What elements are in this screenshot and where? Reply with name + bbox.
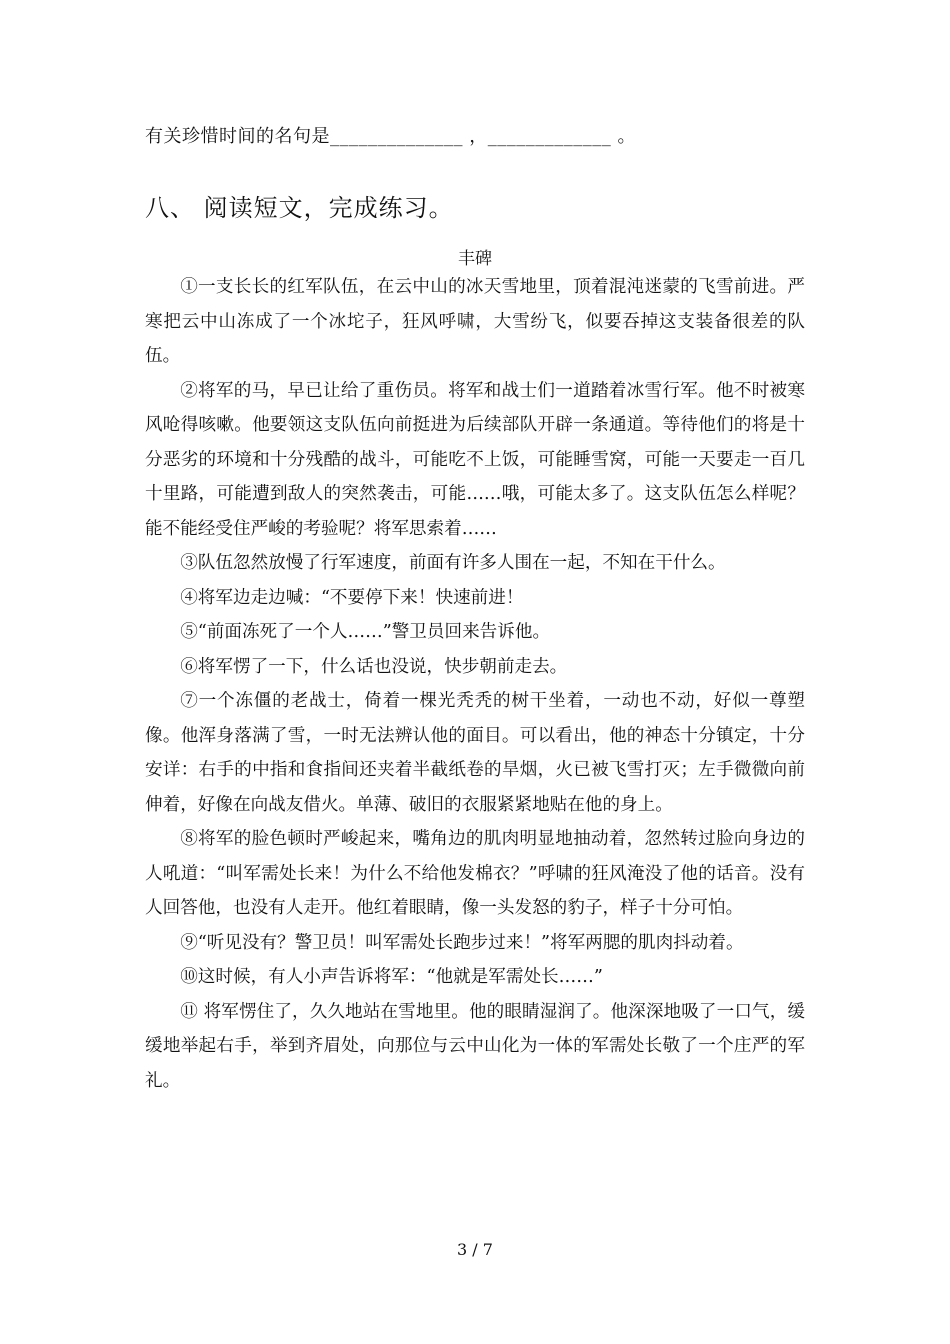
paragraph-1: ①一支长长的红军队伍，在云中山的冰天雪地里，顶着混沌迷蒙的飞雪前进。严寒把云中山冻成了一个冰坨子，狂风呼啸，大雪纷飞，似要吞掉这支装备很差的队伍。 <box>145 277 805 366</box>
paragraph-10: ⑩这时候，有人小声告诉将军：“他就是军需处长……” <box>180 967 603 987</box>
section-heading: 八、 阅读短文，完成练习。 <box>145 194 454 222</box>
paragraph-5: ⑤“前面冻死了一个人……”警卫员回来告诉他。 <box>180 622 551 642</box>
page-number: 3 / 7 <box>457 1240 493 1259</box>
paragraph-11: ⑪ 将军愣住了，久久地站在雪地里。他的眼睛湿润了。他深深地吸了一口气，缓缓地举起右手，举到齐眉处，向那位与云中山化为一体的军需处长敬了一个庄严的军礼。 <box>145 1001 805 1091</box>
passage-title: 丰碑 <box>458 249 492 269</box>
paragraph-6: ⑥将军愣了一下，什么话也没说，快步朝前走去。 <box>180 656 568 677</box>
paragraph-3: ③队伍忽然放慢了行军速度，前面有许多人围在一起，不知在干什么。 <box>180 553 726 573</box>
paragraph-9: ⑨“听见没有？警卫员！叫军需处长跑步过来！”将军两腮的肌肉抖动着。 <box>180 932 744 953</box>
paragraph-7: ⑦一个冻僵的老战士，倚着一棵光秃秃的树干坐着，一动也不动，好似一尊塑像。他浑身落满了雪，一时无法辨认他的面目。可以看出，他的神态十分镇定，十分安详：右手的中指和食指间还夹着半截纸卷的旱烟，火已被飞雪打灭；左手微微向前伸着，好像在向战友借火。单薄、破旧的衣服紧紧地贴在他的身上。 <box>145 691 805 815</box>
paragraph-8: ⑧将军的脸色顿时严峻起来，嘴角边的肌肉明显地抽动着，忽然转过脸向身边的人吼道：“叫军需处长来！为什么不给他发棉衣？”呼啸的狂风淹没了他的话音。没有人回答他，也没有人走开。他红着眼睛，像一头发怒的豹子，样子十分可怕。 <box>145 829 805 918</box>
famous-quote-fill-in-line: 有关珍惜时间的名句是______________ ，_____________ 。 <box>145 126 636 147</box>
passage-body <box>145 270 805 1098</box>
paragraph-2: ②将军的马，早已让给了重伤员。将军和战士们一道踏着冰雪行军。他不时被寒风呛得咳嗽。他要领这支队伍向前挺进为后续部队开辟一条通道。等待他们的将是十分恶劣的环境和十分残酷的战斗，可能吃不上饭，可能睡雪窝，可能一天要走一百几十里路，可能遭到敌人的突然袭击，可能……哦，可能太多了。这支队伍怎么样呢？能不能经受住严峻的考验呢？将军思索着…… <box>145 380 805 539</box>
paragraph-4: ④将军边走边喊：“不要停下来！快速前进！ <box>180 587 524 608</box>
